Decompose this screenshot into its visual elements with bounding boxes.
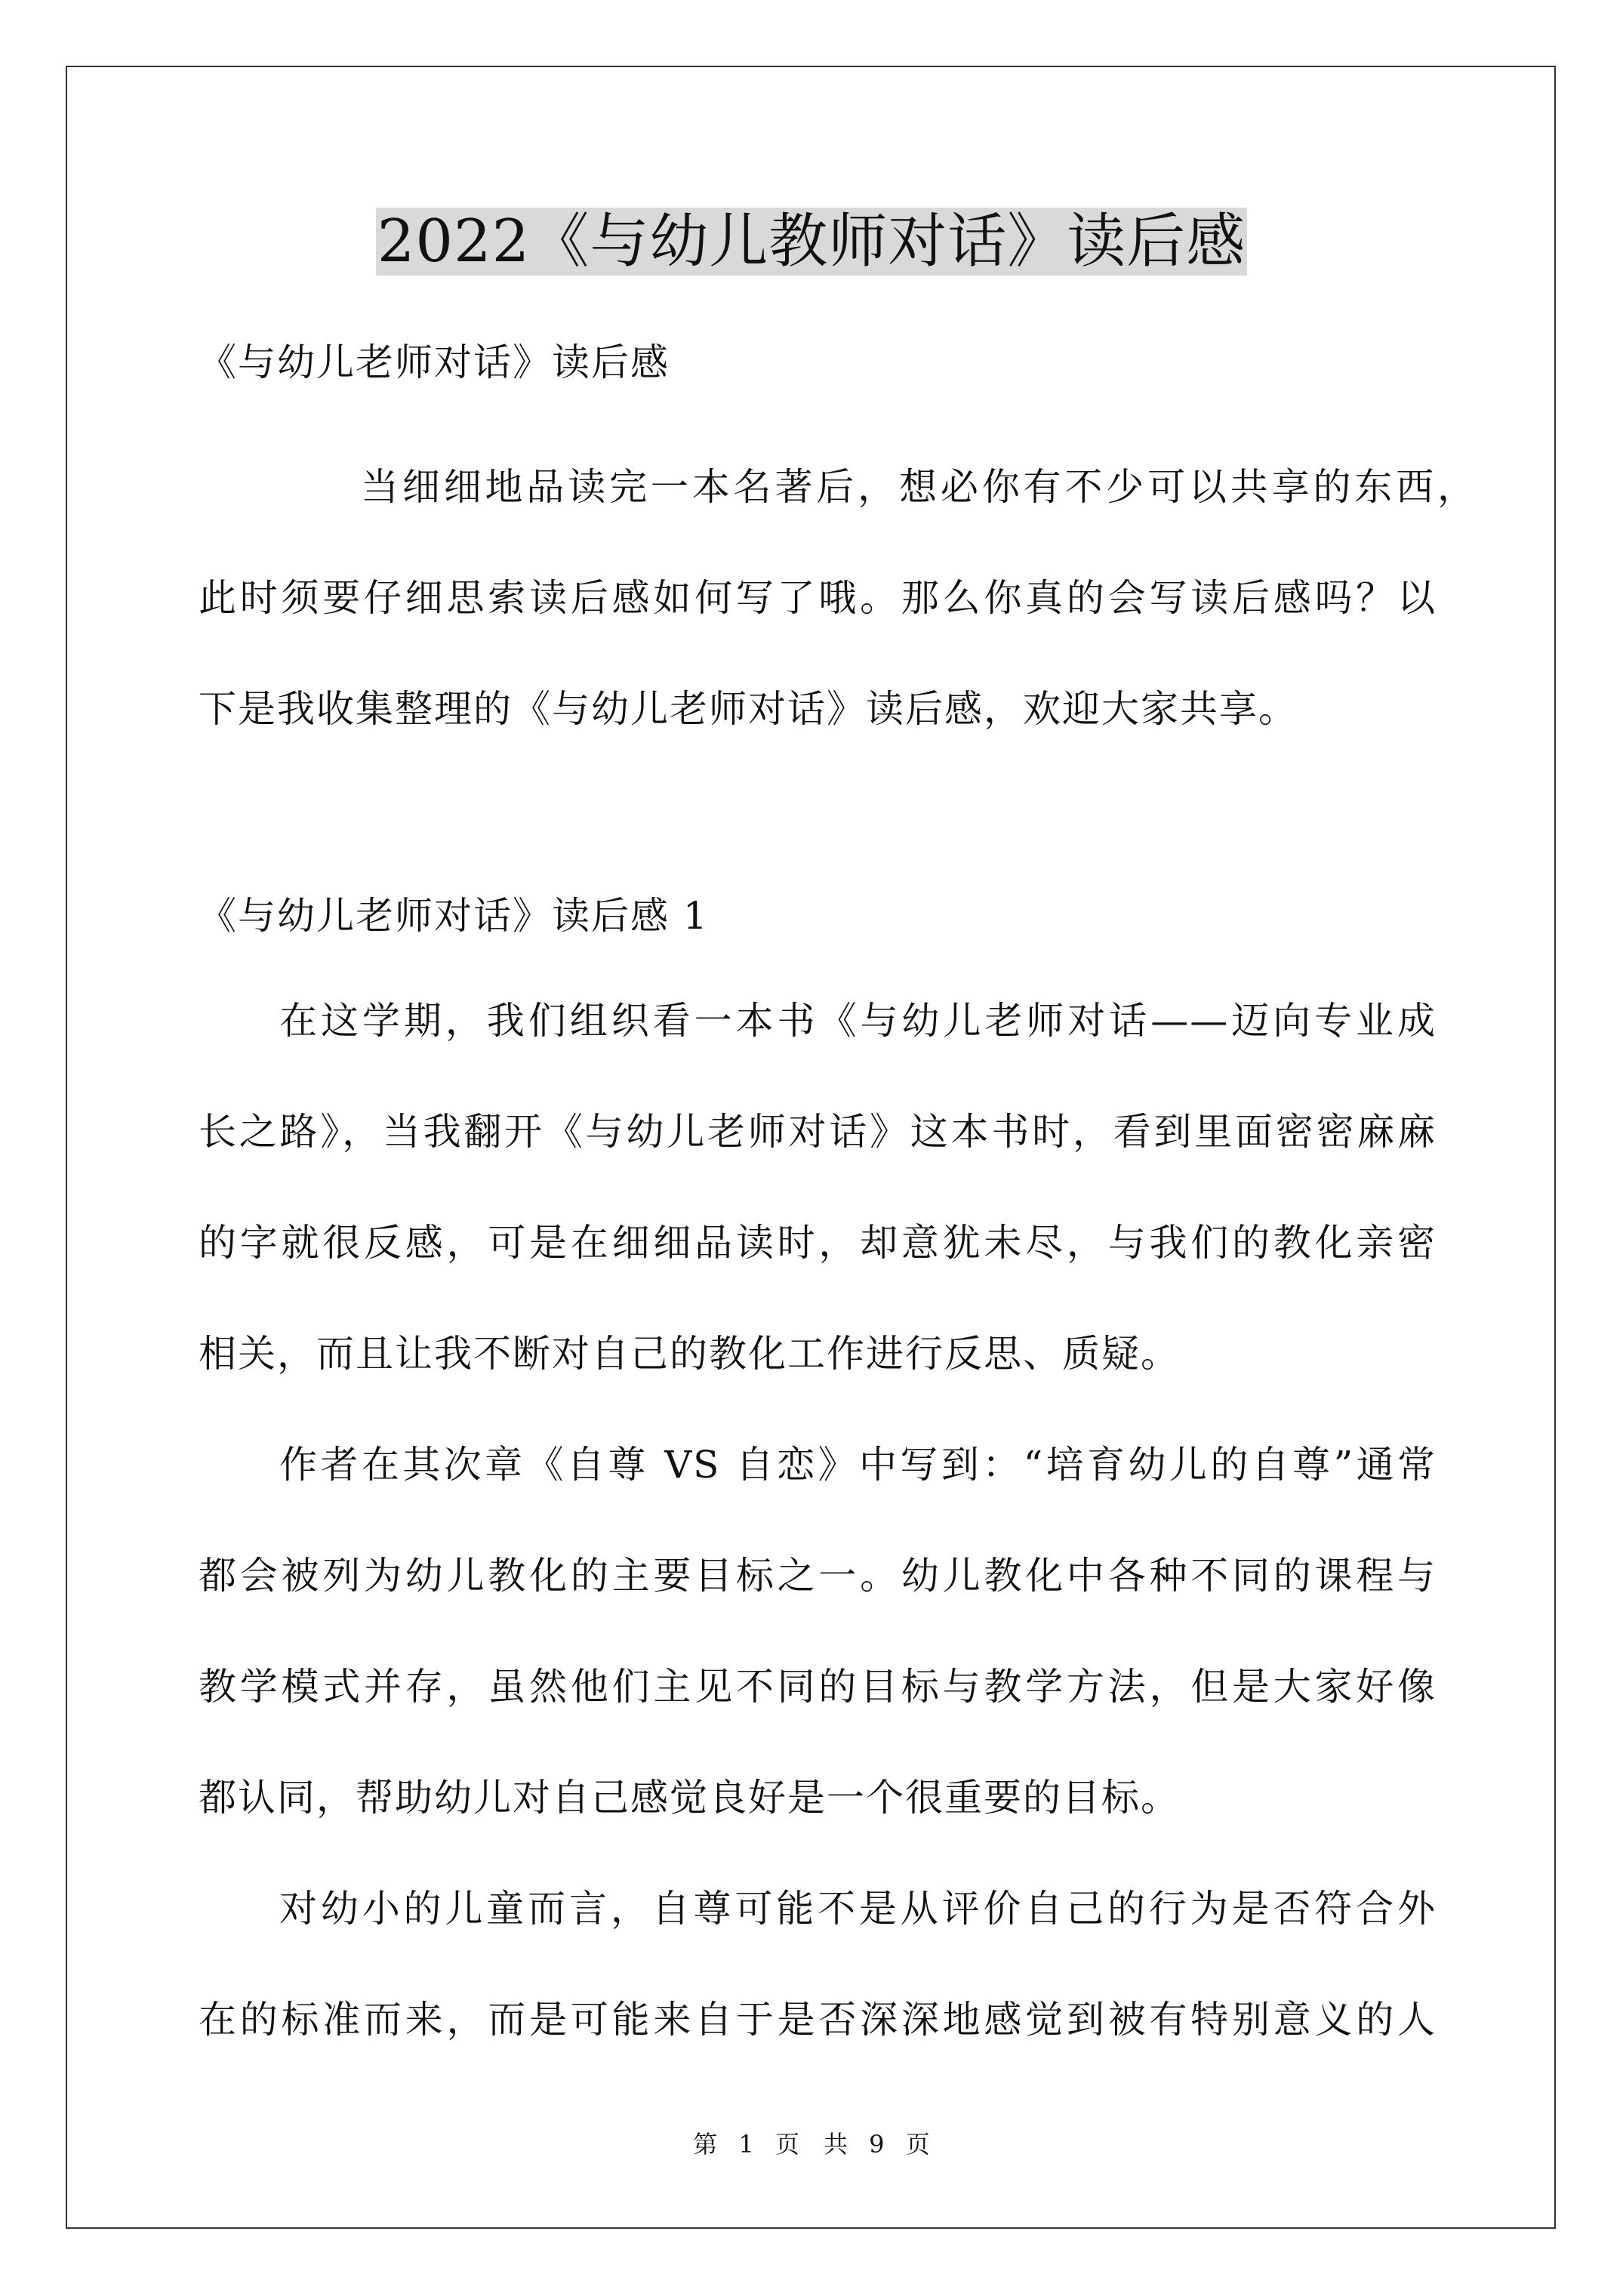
- paragraph-line: 对幼小的儿童而言，自尊可能不是从评价自己的行为是否符合外: [279, 1887, 1437, 1931]
- intro-line: 下是我收集整理的《与幼儿老师对话》读后感，欢迎大家共享。: [199, 687, 1298, 731]
- document-subtitle: 《与幼儿老师对话》读后感: [199, 341, 670, 384]
- paragraph-line: 作者在其次章《自尊 VS 自恋》中写到：“培育幼儿的自尊”通常: [279, 1443, 1437, 1487]
- paragraph-line: 长之路》，当我翻开《与幼儿老师对话》这本书时，看到里面密密麻麻: [199, 1110, 1437, 1154]
- paragraph-line: 相关，而且让我不断对自己的教化工作进行反思、质疑。: [199, 1332, 1180, 1376]
- document-title-text: 2022《与幼儿教师对话》读后感: [377, 208, 1246, 276]
- paragraph-line: 教学模式并存，虽然他们主见不同的目标与教学方法，但是大家好像: [199, 1665, 1437, 1709]
- document-title: [0, 204, 1623, 279]
- paragraph-line: 在的标准而来，而是可能来自于是否深深地感觉到被有特别意义的人: [199, 1998, 1437, 2042]
- paragraph-line: 的字就很反感，可是在细细品读时，却意犹未尽，与我们的教化亲密: [199, 1221, 1437, 1265]
- intro-line: 当细细地品读完一本名著后，想必你有不少可以共享的东西，: [361, 465, 1477, 509]
- paragraph-line: 都认同，帮助幼儿对自己感觉良好是一个很重要的目标。: [199, 1776, 1180, 1820]
- intro-line: 此时须要仔细思索读后感如何写了哦。那么你真的会写读后感吗？以: [199, 576, 1437, 620]
- section-heading: 《与幼儿老师对话》读后感 1: [199, 894, 709, 938]
- page-number: 第 1 页 共 9 页: [693, 2130, 930, 2159]
- paragraph-line: 都会被列为幼儿教化的主要目标之一。幼儿教化中各种不同的课程与: [199, 1554, 1437, 1598]
- paragraph-line: 在这学期，我们组织看一本书《与幼儿老师对话——迈向专业成: [279, 999, 1437, 1043]
